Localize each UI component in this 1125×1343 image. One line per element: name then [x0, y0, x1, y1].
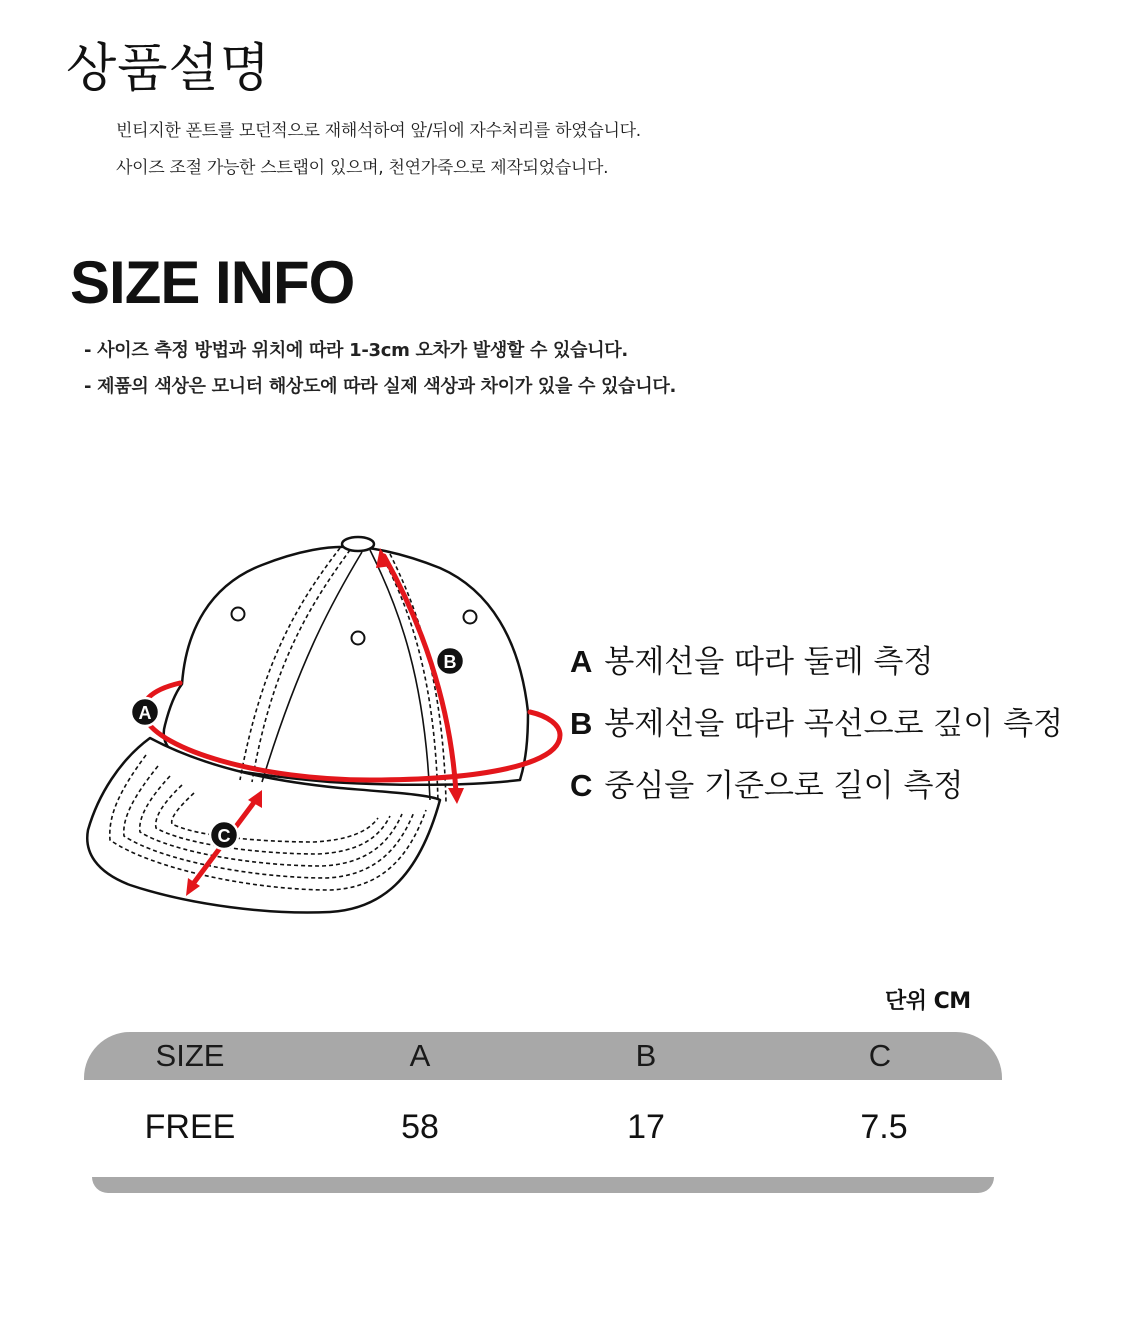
marker-b	[436, 647, 464, 675]
cap-diagram	[60, 520, 580, 920]
table-cell-b: 17	[627, 1108, 665, 1146]
size-note: - 사이즈 측정 방법과 위치에 따라 1-3cm 오차가 발생할 수 있습니다.	[84, 340, 628, 361]
table-header-a: A	[409, 1038, 431, 1073]
cap-outline	[87, 537, 528, 913]
table-cell-c: 7.5	[860, 1108, 908, 1146]
legend-key: C	[570, 768, 593, 803]
legend-key: B	[570, 706, 593, 741]
description-line: 빈티지한 폰트를 모던적으로 재해석하여 앞/뒤에 자수처리를 하였습니다.	[116, 121, 641, 141]
marker-a	[131, 698, 159, 726]
description-line: 사이즈 조절 가능한 스트랩이 있으며, 천연가죽으로 제작되었습니다.	[116, 158, 609, 178]
legend-text: 봉제선을 따라 곡선으로 깊이 측정	[604, 706, 1064, 742]
legend-key: A	[570, 644, 593, 679]
marker-a-label: A	[138, 703, 152, 723]
table-header-c: C	[868, 1038, 892, 1073]
legend-item-c	[570, 760, 963, 805]
legend-text: 봉제선을 따라 둘레 측정	[604, 644, 934, 680]
table-cell-a: 58	[401, 1108, 439, 1146]
table-header-size: SIZE	[155, 1038, 225, 1073]
unit-label: 단위 CM	[885, 989, 971, 1014]
size-note: - 제품의 색상은 모니터 해상도에 따라 실제 색상과 차이가 있을 수 있습니다.	[84, 376, 676, 397]
marker-b-label: B	[443, 652, 457, 672]
description-title: 상품설명	[66, 39, 271, 99]
size-info-title: SIZE INFO	[70, 249, 355, 316]
table-header-b: B	[635, 1038, 657, 1073]
table-cell-size: FREE	[144, 1108, 236, 1146]
marker-c-label: C	[217, 826, 231, 846]
size-table-footer-bar	[92, 1177, 994, 1193]
legend-text: 중심을 기준으로 길이 측정	[604, 768, 964, 804]
marker-c	[210, 821, 238, 849]
legend-item-a	[570, 636, 933, 681]
measure-b-arrowhead-bottom	[448, 788, 464, 804]
legend-item-b	[570, 698, 1063, 743]
